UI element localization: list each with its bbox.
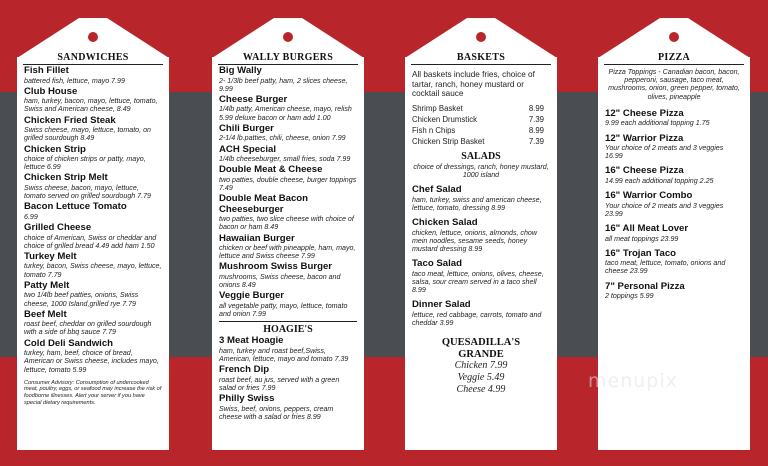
section-title: SANDWICHES	[57, 52, 129, 63]
item-name: Club House	[24, 85, 78, 97]
item-price: 7.39	[528, 114, 544, 124]
item-name: Chicken Strip Melt	[24, 172, 108, 184]
item-name: 3 Meat Hoagie	[219, 335, 284, 347]
item-name: 16" Trojan Taco	[605, 247, 677, 259]
menu-item	[219, 145, 357, 164]
item-name: Chicken Fried Steak	[24, 114, 116, 126]
item-name: Chili Burger	[219, 122, 274, 134]
basket-row	[412, 114, 550, 125]
title-divider	[411, 64, 551, 65]
menu-item	[605, 109, 743, 128]
item-name: Chicken Drumstick	[412, 114, 477, 124]
pizza-list	[598, 68, 750, 306]
tag-hole-icon	[476, 32, 486, 42]
item-desc: 9.99 each additional topping 1.75	[605, 119, 710, 128]
baskets-list	[405, 70, 557, 396]
item-desc: two patties, two slice cheese with choice of bacon or ham 8.49	[219, 215, 354, 232]
menu-item	[605, 224, 743, 243]
item-desc: mushrooms, Swiss cheese, bacon and onions 8.49	[219, 272, 341, 290]
item-name: Shrimp Basket	[412, 103, 463, 113]
menu-item	[605, 134, 743, 161]
item-name: Big Wally	[219, 65, 262, 76]
item-desc: taco meat, lettuce, onions, olives, cheese, salsa, sour cream served in a taco shell 8.99	[412, 269, 544, 295]
item-desc: Swiss cheese, mayo, lettuce, tomato, on grilled sourdough 8.49	[24, 126, 151, 143]
menu-item	[24, 116, 162, 143]
item-name: Taco Salad	[412, 258, 462, 270]
item-desc: battered fish, lettuce, mayo 7.99	[24, 76, 125, 85]
item-desc: Your choice of 2 meats and 3 veggies 16.99	[605, 144, 724, 161]
item-name: Cold Deli Sandwich	[24, 337, 114, 349]
item-name: Fish Fillet	[24, 65, 69, 76]
menu-item	[605, 166, 743, 185]
tag-hole-icon	[669, 32, 679, 42]
item-desc: ham, turkey, swiss and american cheese, lettuce, tomato, dressing 8.99	[412, 195, 542, 212]
item-name: Turkey Melt	[24, 250, 77, 262]
item-desc: Swiss, beef, onions, peppers, cream cheese with a salad or fries 8.99	[219, 404, 334, 421]
quesadilla-item: Veggie 5.49	[457, 372, 505, 384]
item-name: Grilled Cheese	[24, 222, 92, 234]
item-name: 16" Warrior Combo	[605, 190, 693, 202]
item-desc: 2-1/4 lb.patties, chili, cheese, onion 7.99	[219, 134, 346, 143]
menu-item	[219, 124, 357, 143]
item-desc: all meat toppings 23.99	[605, 234, 679, 243]
item-desc: turkey, ham, beef, choice of bread, American or Swiss cheese, includes mayo, lettuce, tomato 5.99	[24, 349, 159, 374]
section-title: PIZZA	[657, 52, 691, 63]
menu-item	[24, 145, 162, 172]
item-name: Beef Melt	[24, 308, 67, 320]
item-desc: Swiss cheese, bacon, mayo, lettuce, tomato served on grilled sourdough 7.79	[24, 183, 151, 201]
item-name: 16" All Meat Lover	[605, 223, 689, 235]
quesadilla-section	[412, 337, 550, 396]
item-desc: 2- 1/3lb beef patty, ham, 2 slices cheese, 9.99	[219, 76, 348, 93]
item-desc: 1/4lb cheeseburger, small fries, soda 7.99	[219, 155, 351, 164]
menu-item	[219, 365, 357, 392]
menu-item	[219, 95, 357, 122]
baskets-panel	[405, 18, 557, 450]
item-desc: chicken, lettuce, onions, almonds, chow mein noodles, sesame seeds, honey mustard dressing 8.99	[412, 228, 537, 253]
salads-intro: choice of dressings, ranch, honey mustard, 1000 island	[413, 162, 549, 179]
item-price: 8.99	[528, 103, 544, 113]
item-name: Chef Salad	[412, 184, 462, 196]
item-name: Cheese Burger	[219, 93, 288, 105]
item-name: Bacon Lettuce Tomato	[24, 201, 127, 213]
item-desc: chicken or beef with pineapple, ham, mayo, lettuce and Swiss cheese 7.99	[219, 244, 356, 261]
menu-item	[24, 173, 162, 200]
menu-item	[24, 281, 162, 308]
item-name: Mushroom Swiss Burger	[219, 261, 333, 273]
tag-hole-icon	[283, 32, 293, 42]
basket-row	[412, 125, 550, 136]
menu-item	[24, 87, 162, 114]
pizza-panel	[588, 18, 750, 450]
item-desc: lettuce, red cabbage, carrots, tomato and cheddar 3.99	[412, 310, 542, 328]
item-name: 7" Personal Pizza	[605, 280, 685, 292]
section-title: WALLY BURGERS	[242, 52, 334, 63]
sandwiches-panel	[17, 18, 169, 450]
item-name: Double Meat Bacon Cheeseburger	[219, 193, 309, 215]
item-name: Fish n Chips	[412, 125, 456, 135]
item-desc: ham, turkey and roast beef,Swiss, American, lettuce, mayo and tomato 7.39	[219, 346, 349, 363]
consumer-advisory: Consumer Advisory: Consumption of undercooked meat, poultry, eggs, or seafood may increase the risk of foodborne illnesses. Alert your server if you have special dietary requirements.	[24, 379, 162, 406]
basket-row	[412, 136, 550, 147]
item-name: Chicken Salad	[412, 217, 478, 229]
menu-item	[219, 394, 357, 421]
hoagies-title: HOAGIE'S	[219, 321, 357, 335]
item-name: Philly Swiss	[219, 393, 275, 405]
item-name: 16" Cheese Pizza	[605, 165, 684, 177]
item-name: Double Meat & Cheese	[219, 164, 323, 176]
sandwiches-list	[17, 66, 169, 406]
item-desc: 1/4lb patty, American cheese, mayo, relish 5.99 deluxe bacon or ham add 1.00	[219, 105, 352, 122]
menu-item	[605, 191, 743, 218]
pizza-toppings: Pizza Toppings - Canadian bacon, bacon, pepperoni, sausage, taco meat, mushrooms, onion, green pepper, tomato, olives, pineapple	[608, 68, 740, 101]
item-desc: two 1/4lb beef patties, onions, Swiss cheese, 1000 Island,grilled rye 7.79	[24, 291, 139, 308]
item-name: Chicken Strip	[24, 143, 86, 155]
item-name: 12" Cheese Pizza	[605, 107, 684, 119]
menu-item	[219, 194, 357, 231]
menu-item	[24, 310, 162, 337]
item-name: Chicken Strip Basket	[412, 136, 485, 146]
item-name: French Dip	[219, 364, 270, 376]
item-name: Patty Melt	[24, 279, 70, 291]
item-desc: 14.99 each additional topping 2.25	[605, 176, 714, 185]
basket-row	[412, 103, 550, 114]
quesadilla-subtitle: GRANDE	[458, 348, 504, 360]
item-name: Hawaiian Burger	[219, 232, 295, 244]
item-name: 12" Warrior Pizza	[605, 132, 684, 144]
menu-item	[412, 300, 550, 327]
item-name: Veggie Burger	[219, 290, 285, 302]
menu-item	[605, 282, 743, 301]
item-desc: all vegetable patty, mayo, lettuce, tomato and onion 7.99	[219, 301, 348, 319]
baskets-intro: All baskets include fries, choice of tartar, ranch, honey mustard or cocktail sauce	[412, 70, 535, 99]
menu-item	[219, 336, 357, 363]
item-desc: choice of chicken strips or patty, mayo, lettuce 6.99	[24, 155, 146, 172]
menu-item	[412, 185, 550, 212]
item-name: Dinner Salad	[412, 299, 471, 311]
item-price: 8.99	[528, 125, 544, 135]
salads-title: SALADS	[461, 150, 501, 162]
burgers-list	[212, 66, 364, 423]
item-desc: roast beef, cheddar on grilled sourdough with a side of bbq sauce 7.79	[24, 320, 152, 337]
item-desc: turkey, bacon, Swiss cheese, mayo, lettuce, tomato 7.79	[24, 262, 162, 279]
menu-item	[412, 218, 550, 253]
basket-items	[412, 103, 550, 147]
quesadilla-title: QUESADILLA'S	[441, 337, 521, 349]
menu-item	[219, 262, 357, 289]
menu-item	[24, 339, 162, 374]
section-title: BASKETS	[456, 52, 506, 63]
burgers-panel	[212, 18, 364, 450]
menu-item	[605, 249, 743, 276]
quesadilla-item: Cheese 4.99	[456, 384, 506, 396]
item-desc: ham, turkey, bacon, mayo, lettuce, tomato, Swiss and American cheese, 8.49	[24, 97, 158, 114]
item-desc: 2 toppings 5.99	[605, 292, 654, 301]
item-desc: taco meat, lettuce, tomato, onions and cheese 23.99	[605, 259, 726, 276]
watermark-logo: menupix	[588, 370, 678, 392]
item-desc: Your choice of 2 meats and 3 veggies 23.99	[605, 201, 724, 218]
item-desc: roast beef, au jus, served with a green salad or fries 7.99	[219, 375, 340, 392]
item-desc: 6.99	[24, 212, 38, 221]
item-name: ACH Special	[219, 143, 277, 155]
title-divider	[604, 64, 744, 65]
menu-item	[24, 202, 162, 221]
tag-hole-icon	[88, 32, 98, 42]
menu-item	[219, 165, 357, 192]
menu-item	[24, 223, 162, 250]
menu-item	[24, 66, 162, 85]
item-price: 7.39	[528, 136, 544, 146]
menu-item	[412, 259, 550, 294]
item-desc: choice of American, Swiss or cheddar and choice of grilled bread 4.49 add ham 1.50	[24, 233, 157, 250]
menu-item	[219, 291, 357, 318]
quesadilla-item: Chicken 7.99	[454, 360, 508, 372]
menu-item	[219, 66, 357, 93]
menu-item	[24, 252, 162, 279]
item-desc: two patties, double cheese, burger toppings 7.49	[219, 175, 357, 192]
menu-item	[219, 234, 357, 261]
